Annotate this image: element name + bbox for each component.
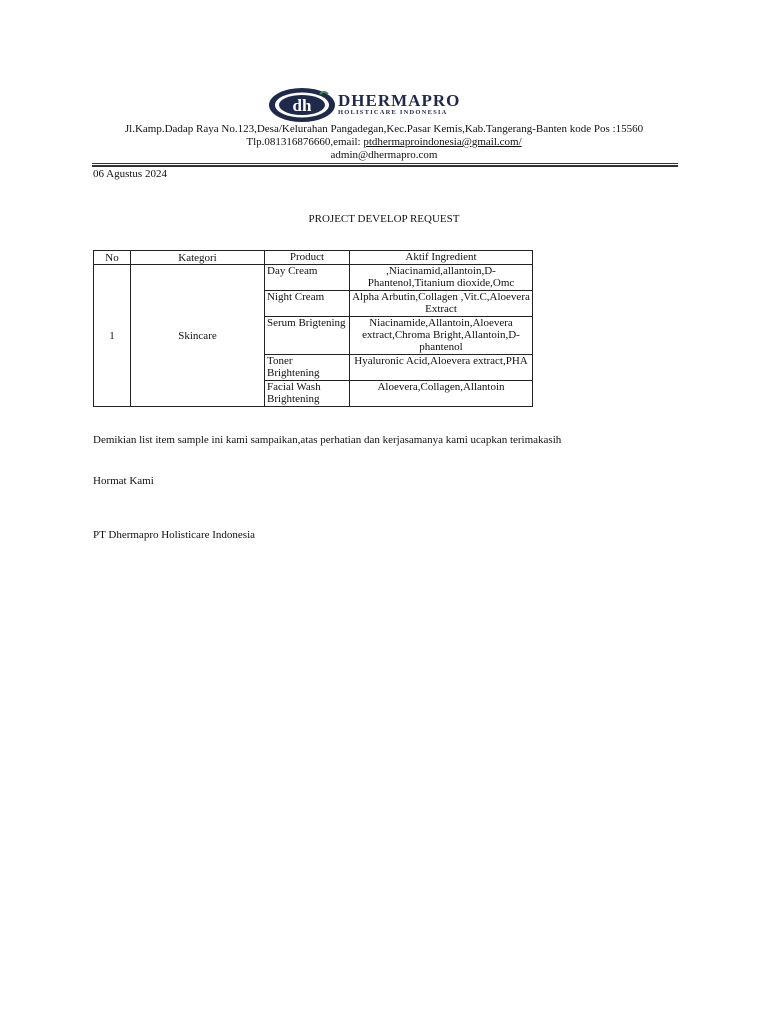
closing-statement: Demikian list item sample ini kami sampaikan,atas perhatian dan kerjasamanya kami ucapkan terimakasih: [93, 434, 562, 446]
product-table: [93, 250, 533, 407]
cell-product: Serum Brigtening: [265, 317, 350, 355]
regards: Hormat Kami: [93, 475, 154, 487]
cell-product: Night Cream: [265, 291, 350, 317]
letterhead-address: [0, 123, 768, 162]
cell-product: Day Cream: [265, 265, 350, 291]
table-row: [94, 265, 533, 291]
letterhead-divider: [92, 163, 678, 164]
cell-product: Facial Wash Brightening: [265, 381, 350, 407]
cell-ingredient: ,Niacinamid,allantoin,D-Phantenol,Titanium dioxide,Omc: [350, 265, 533, 291]
table-header-row: [94, 251, 533, 265]
company-signature: PT Dhermapro Holisticare Indonesia: [93, 529, 256, 541]
header-product: Product: [265, 251, 350, 265]
brand-block: [338, 92, 460, 117]
document-title: PROJECT DEVELOP REQUEST: [308, 213, 460, 225]
cell-product: Toner Brightening: [265, 355, 350, 381]
letter-date: 06 Agustus 2024: [93, 168, 167, 180]
cell-ingredient: Aloevera,Collagen,Allantoin: [350, 381, 533, 407]
cell-ingredient: Alpha Arbutin,Collagen ,Vit.C,Aloevera Extract: [350, 291, 533, 317]
cell-no: 1: [94, 265, 131, 407]
cell-ingredient: Niacinamide,Allantoin,Aloevera extract,Chroma Bright,Allantoin,D-phantenol: [350, 317, 533, 355]
email-link[interactable]: ptdhermaproindonesia@gmail.com/: [363, 136, 522, 148]
admin-email: admin@dhermapro.com: [330, 149, 438, 161]
address-line: Jl.Kamp.Dadap Raya No.123,Desa/Kelurahan Pangadegan,Kec.Pasar Kemis,Kab.Tangerang-Banten kode Pos :15560: [124, 123, 644, 135]
brand-name: DHERMAPRO: [338, 91, 461, 110]
logo-initials: dh: [292, 96, 312, 115]
header-kategori: Kategori: [131, 251, 265, 265]
letterhead-divider-thick: [92, 165, 678, 167]
phone-email-prefix: Tlp.081316876660,email:: [246, 136, 364, 148]
contact-line: [0, 136, 768, 149]
header-no: No: [94, 251, 131, 265]
brand-subtitle: HOLISTICARE INDONESIA: [338, 109, 448, 116]
header-ingredient: Aktif Ingredient: [350, 251, 533, 265]
cell-kategori: Skincare: [131, 265, 265, 407]
cell-ingredient: Hyaluronic Acid,Aloevera extract,PHA: [350, 355, 533, 381]
